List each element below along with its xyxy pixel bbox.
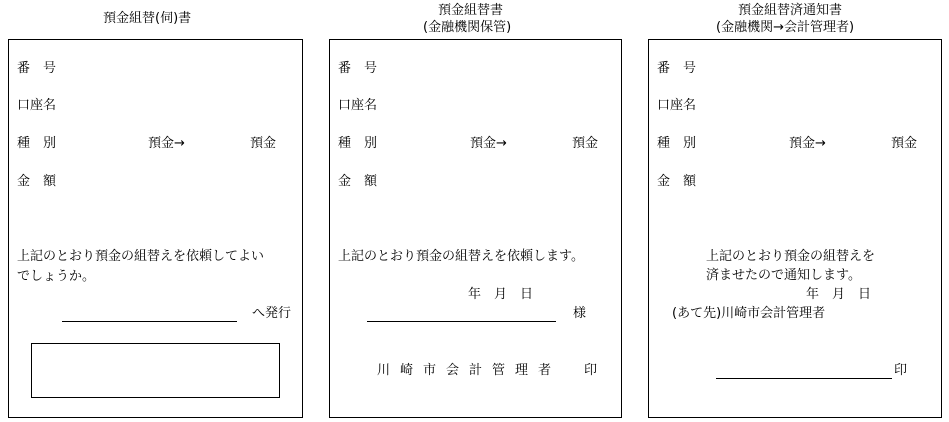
form3-addressee: (あて先)川崎市会計管理者 [672,306,826,321]
form2-type-label: 種 別 [338,136,378,151]
form2-amount-label: 金 額 [338,174,378,189]
form3-deposit-from: 預金→ [789,136,826,151]
form3-type-label: 種 別 [657,136,697,151]
form3-notice-line1: 上記のとおり預金の組替えを [706,249,876,264]
form1-deposit-to: 預金 [250,136,277,151]
form2-deposit-to: 預金 [572,136,599,151]
form2-number-label: 番 号 [338,61,378,76]
form2-addressee-line [367,321,556,322]
form1-account-label: 口座名 [17,98,57,113]
form1-amount-label: 金 額 [17,174,57,189]
form1-title: 預金組替(伺)書 [103,11,192,26]
form2-signature: 川崎市会計管理者 印 [377,363,608,378]
form1-box [8,39,303,418]
form2-title-line2: (金融機関保管) [423,20,512,35]
form2-account-label: 口座名 [338,98,378,113]
form3-notice-line2: 済ませたので通知します。 [706,268,861,283]
form3-account-label: 口座名 [657,98,697,113]
form1-issue-suffix: へ発行 [252,306,292,321]
form1-type-label: 種 別 [17,136,57,151]
form2-honorific: 様 [573,306,587,321]
form1-deposit-from: 預金→ [148,136,185,151]
form1-request-line1: 上記のとおり預金の組替えを依頼してよい [17,249,265,264]
form2-box [329,39,622,418]
form3-box [648,39,942,418]
form1-stamp-box [31,343,280,398]
form3-number-label: 番 号 [657,61,697,76]
form2-deposit-from: 預金→ [470,136,507,151]
form2-date-text: 年 月 日 [468,287,534,302]
form2-request-text: 上記のとおり預金の組替えを依頼します。 [338,249,584,264]
form2-title-line1: 預金組替書 [438,3,504,18]
form1-number-label: 番 号 [17,61,57,76]
form1-issuer-line [62,321,237,322]
form3-seal-label: 印 [894,363,908,378]
form3-seal-line [716,378,892,379]
form1-request-line2: でしょうか。 [17,269,96,284]
form3-title-line1: 預金組替済通知書 [738,3,843,18]
form3-title-line2: (金融機関→会計管理者) [716,20,855,35]
form3-date-text: 年 月 日 [806,287,872,302]
form3-deposit-to: 預金 [891,136,918,151]
form3-amount-label: 金 額 [657,174,697,189]
